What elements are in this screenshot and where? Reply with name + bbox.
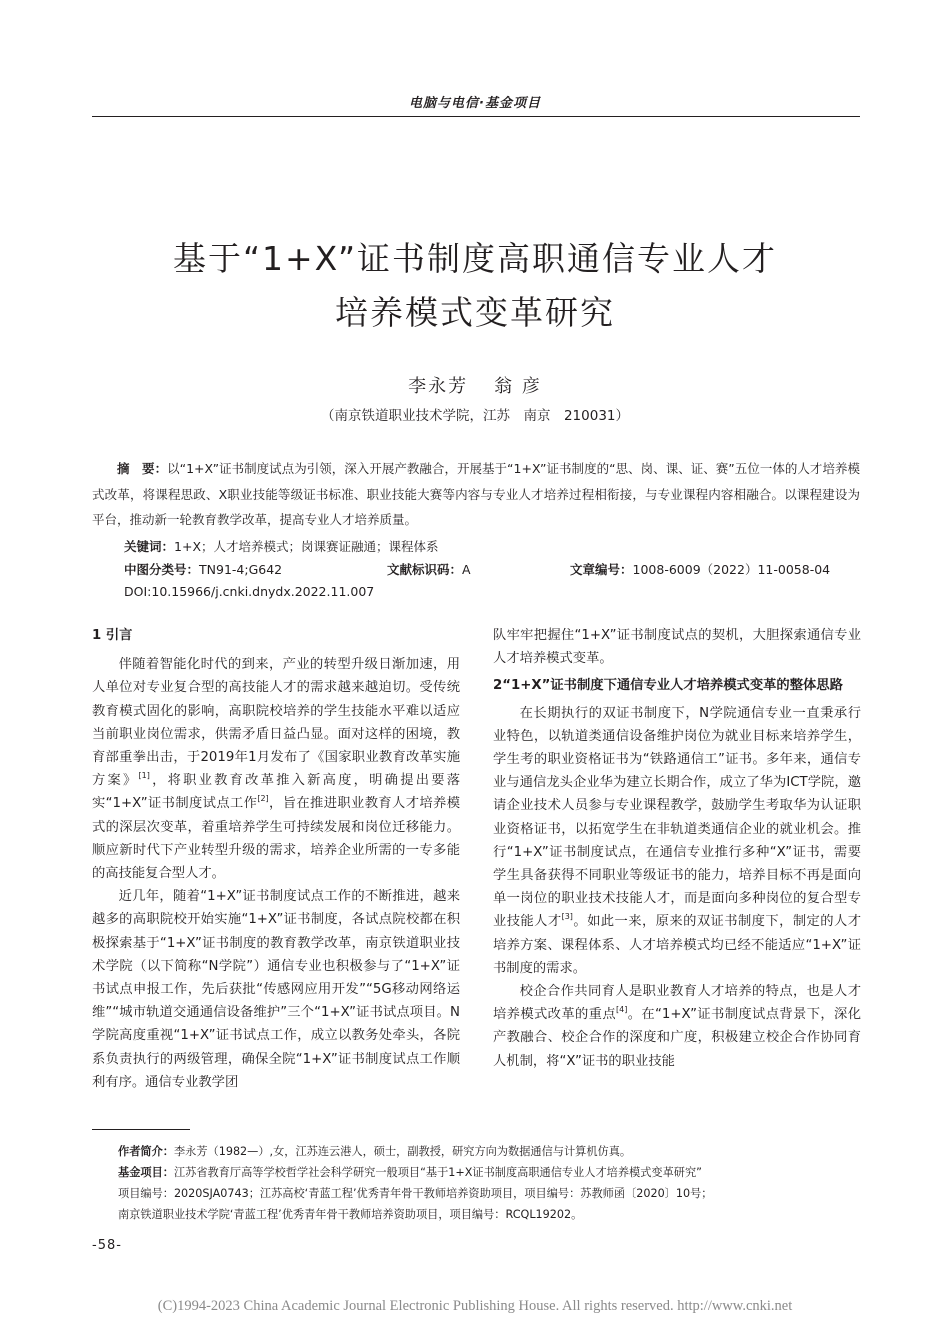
author-bio-text: 李永芳（1982—）,女，江苏连云港人，硕士，副教授，研究方向为数据通信与计算机仿真。 (173, 1145, 632, 1158)
continued-paragraph: 队牢牢把握住“1+X”证书制度试点的契机，大胆探索通信专业人才培养模式变革。 (493, 628, 861, 667)
fund-text-1: 江苏省教育厅高等学校哲学社会科学研究一般项目“基于1+X证书制度高职通信专业人才培养模式变革研究” (173, 1166, 702, 1179)
citation-2[interactable]: [2] (257, 794, 269, 804)
affiliation: （南京铁道职业技术学院，江苏 南京 210031） (320, 408, 630, 424)
citation-4[interactable]: [4] (616, 1005, 628, 1015)
footnotes (118, 1141, 860, 1225)
section-heading-introduction: 1 引言 (92, 628, 133, 643)
clc-value: TN91-4;G642 (199, 562, 283, 577)
article-number (570, 560, 830, 580)
fund-line-3: 南京铁道职业技术学院‘青蓝工程’优秀青年骨干教师培养资助项目，项目编号：RCQL19202。 (118, 1208, 583, 1221)
doi: DOI:10.15966/j.cnki.dnydx.2022.11.007 (124, 584, 375, 599)
abstract (92, 456, 860, 533)
left-column (92, 624, 460, 1094)
author-1: 李永芳 (408, 376, 469, 397)
text-run: 伴随着智能化时代的到来，产业的转型升级日渐加速，用人单位对专业复合型的高技能人才的需求越来越迫切。受传统教育模式固化的影响，高职院校培养的学生技能水平难以适应当前职业岗位需求，供需矛盾日益凸显。面对这样的困境，教育部重拳出击，于2019年1月发布了《国家职业教育改革实施方案》 (92, 657, 460, 789)
clc-label: 中图分类号： (124, 562, 200, 577)
section2-paragraph-1 (493, 702, 861, 980)
doc-code (387, 560, 471, 580)
abstract-text: 以“1+X”证书制度试点为引领，深入开展产教融合，开展基于“1+X”证书制度的“思、岗、课、证、赛”五位一体的人才培养模式改革，将课程思政、X职业技能等级证书标准、职业技能大赛等内容与专业人才培养过程相衔接，与专业课程内容相融合。以课程建设为平台，推动新一轮教育教学改革，提高专业人才培养质量。 (92, 461, 860, 527)
abstract-label: 摘 要： (117, 461, 168, 476)
doc-code-value: A (462, 562, 471, 577)
text-run: 。在“1+X”证书制度试点背景下，深化产教融合、校企合作的深度和广度，积极建立校企合作协同育人机制，将“X”证书的职业技能 (493, 1007, 861, 1069)
title-line-1: 基于“1+X”证书制度高职通信专业人才 (172, 239, 778, 278)
right-column (493, 624, 861, 1073)
fund-line-1 (118, 1162, 860, 1183)
article-number-value: 1008-6009（2022）11-0058-04 (632, 562, 831, 577)
footnote-rule (92, 1129, 190, 1130)
intro-paragraph-2: 近几年，随着“1+X”证书制度试点工作的不断推进，越来越多的高职院校开始实施“1+X”证书制度，各试点院校都在积极探索基于“1+X”证书制度的教育教学改革，南京铁道职业技术学院（以下简称“N学院”）通信专业也积极参与了“1+X”证书试点申报工作，先后获批“传感网应用开发”“5G移动网络运维”“城市轨道交通通信设备维护”三个“1+X”证书试点项目。N学院高度重视“1+X”证书试点工作，成立以教务处牵头，各院系负责执行的两级管理，确保全院“1+X”证书制度试点工作顺利有序。通信专业教学团 (92, 889, 460, 1090)
text-run: 校企合作共同育人是职业教育人才培养的特点，也是人才培养模式改革的重点 (493, 984, 861, 1023)
article-number-label: 文章编号： (570, 562, 633, 577)
text-run: ，将职业教育改革推入新高度，明确提出要落实“1+X”证书制度试点工作 (92, 773, 461, 812)
text-run: ，旨在推进职业教育人才培养模式的深层次变革，着重培养学生可持续发展和岗位迁移能力。顺应新时代下产业转型升级的需求，培养企业所需的一专多能的高技能复合型人才。 (92, 796, 461, 882)
doc-code-label: 文献标识码： (387, 562, 463, 577)
section-heading-2: 2“1+X”证书制度下通信专业人才培养模式变革的整体思路 (493, 678, 843, 694)
author-bio-label: 作者简介： (118, 1145, 174, 1158)
keywords (124, 537, 892, 557)
keywords-value: 1+X；人才培养模式；岗课赛证融通；课程体系 (174, 539, 439, 554)
clc (124, 560, 282, 580)
text-run: 。如此一来，原来的双证书制度下，制定的人才培养方案、课程体系、人才培养模式均已经不能适应“1+X”证书制度的需求。 (493, 914, 862, 976)
author-2: 翁 彦 (494, 376, 542, 397)
fund-line-2: 项目编号：2020SJA0743；江苏高校‘青蓝工程’优秀青年骨干教师培养资助项目，项目编号：苏教师函〔2020〕10号； (118, 1187, 713, 1200)
citation-3[interactable]: [3] (561, 912, 573, 922)
intro-paragraph-1 (92, 653, 460, 885)
fund-label: 基金项目： (118, 1166, 174, 1179)
journal-header: 电脑与电信·基金项目 (409, 96, 541, 111)
text-run: 在长期执行的双证书制度下，N学院通信专业一直秉承行业特色，以轨道类通信设备维护岗位为就业目标来培养学生，学生考的职业资格证书为“铁路通信工”证书。多年来，通信专业与通信龙头企业华为建立长期合作，成立了华为ICT学院，邀请企业技术人员参与专业课程教学，鼓励学生考取华为认证职业资格证书，以拓宽学生在非轨道类通信企业的就业机会。推行“1+X”证书制度试点，在通信专业推行多种“X”证书，需要学生具备获得不同职业等级证书的能力，培养目标不再是面向单一岗位的职业技术技能人才，而是面向多种岗位的复合型专业技能人才 (493, 705, 861, 930)
page-number: -58- (92, 1238, 122, 1253)
section2-paragraph-2 (493, 980, 861, 1073)
citation-1[interactable]: [1] (138, 771, 150, 781)
copyright-watermark: (C)1994-2023 China Academic Journal Electronic Publishing House. All rights reserved. http://www.cnki.net (157, 1298, 793, 1314)
paper-title (100, 232, 850, 340)
title-line-2: 培养模式变革研究 (335, 293, 615, 332)
keywords-label: 关键词： (124, 539, 175, 554)
authors (0, 372, 950, 398)
header-rule (92, 116, 860, 117)
author-bio (118, 1141, 860, 1162)
